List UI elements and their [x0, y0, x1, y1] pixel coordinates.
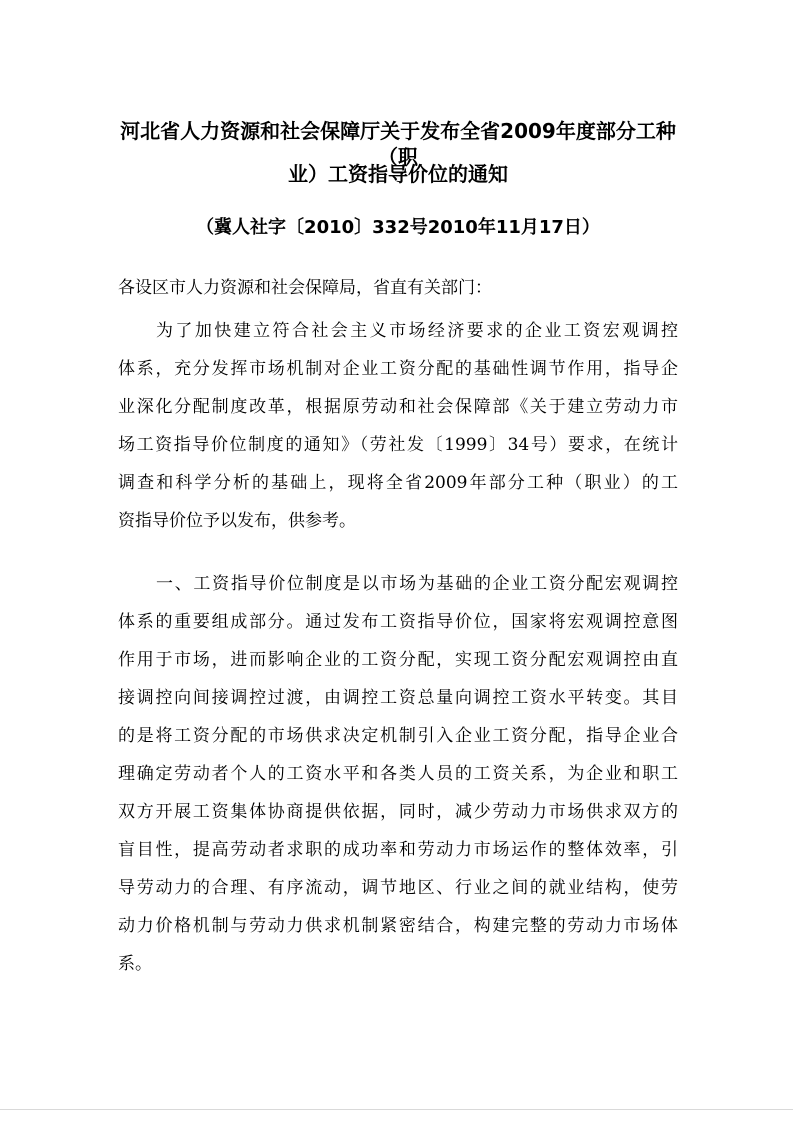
- paragraph-2-line: 体系的重要组成部分。通过发布工资指导价位，国家将宏观调控意图: [118, 612, 678, 632]
- paragraph-2-line: 系。: [118, 954, 152, 974]
- page-bottom-divider: [0, 1109, 793, 1110]
- paragraph-2-line: 接调控向间接调控过渡，由调控工资总量向调控工资水平转变。其目: [118, 688, 678, 708]
- salutation: 各设区市人力资源和社会保障局，省直有关部门：: [118, 278, 492, 298]
- document-number: （冀人社字〔2010〕332号2010年11月17日）: [196, 217, 600, 238]
- paragraph-2-line: 一、工资指导价位制度是以市场为基础的企业工资分配宏观调控: [156, 574, 678, 594]
- paragraph-2-line: 作用于市场，进而影响企业的工资分配，实现工资分配宏观调控由直: [118, 650, 678, 670]
- paragraph-2-line: 双方开展工资集体协商提供依据，同时，减少劳动力市场供求双方的: [118, 802, 678, 822]
- paragraph-1-line: 体系，充分发挥市场机制对企业工资分配的基础性调节作用，指导企: [118, 359, 678, 379]
- document-title-line-1: 河北省人力资源和社会保障厅关于发布全省2009年度部分工种（职: [120, 119, 676, 169]
- paragraph-2-line: 导劳动力的合理、有序流动，调节地区、行业之间的就业结构，使劳: [118, 878, 678, 898]
- paragraph-2-line: 理确定劳动者个人的工资水平和各类人员的工资关系，为企业和职工: [118, 764, 678, 784]
- paragraph-1-line: 资指导价位予以发布，供参考。: [118, 511, 356, 531]
- document-title-line-2: 业）工资指导价位的通知: [288, 162, 508, 186]
- paragraph-1-line: 调查和科学分析的基础上，现将全省2009年部分工种（职业）的工: [118, 473, 678, 493]
- paragraph-1-line: 场工资指导价位制度的通知》（劳社发〔1999〕34号）要求，在统计: [118, 435, 678, 455]
- paragraph-2-line: 动力价格机制与劳动力供求机制紧密结合，构建完整的劳动力市场体: [118, 916, 678, 936]
- paragraph-1-line: 为了加快建立符合社会主义市场经济要求的企业工资宏观调控: [156, 321, 678, 341]
- paragraph-2-line: 盲目性，提高劳动者求职的成功率和劳动力市场运作的整体效率，引: [118, 840, 678, 860]
- paragraph-1-line: 业深化分配制度改革，根据原劳动和社会保障部《关于建立劳动力市: [118, 397, 678, 417]
- paragraph-2-line: 的是将工资分配的市场供求决定机制引入企业工资分配，指导企业合: [118, 726, 678, 746]
